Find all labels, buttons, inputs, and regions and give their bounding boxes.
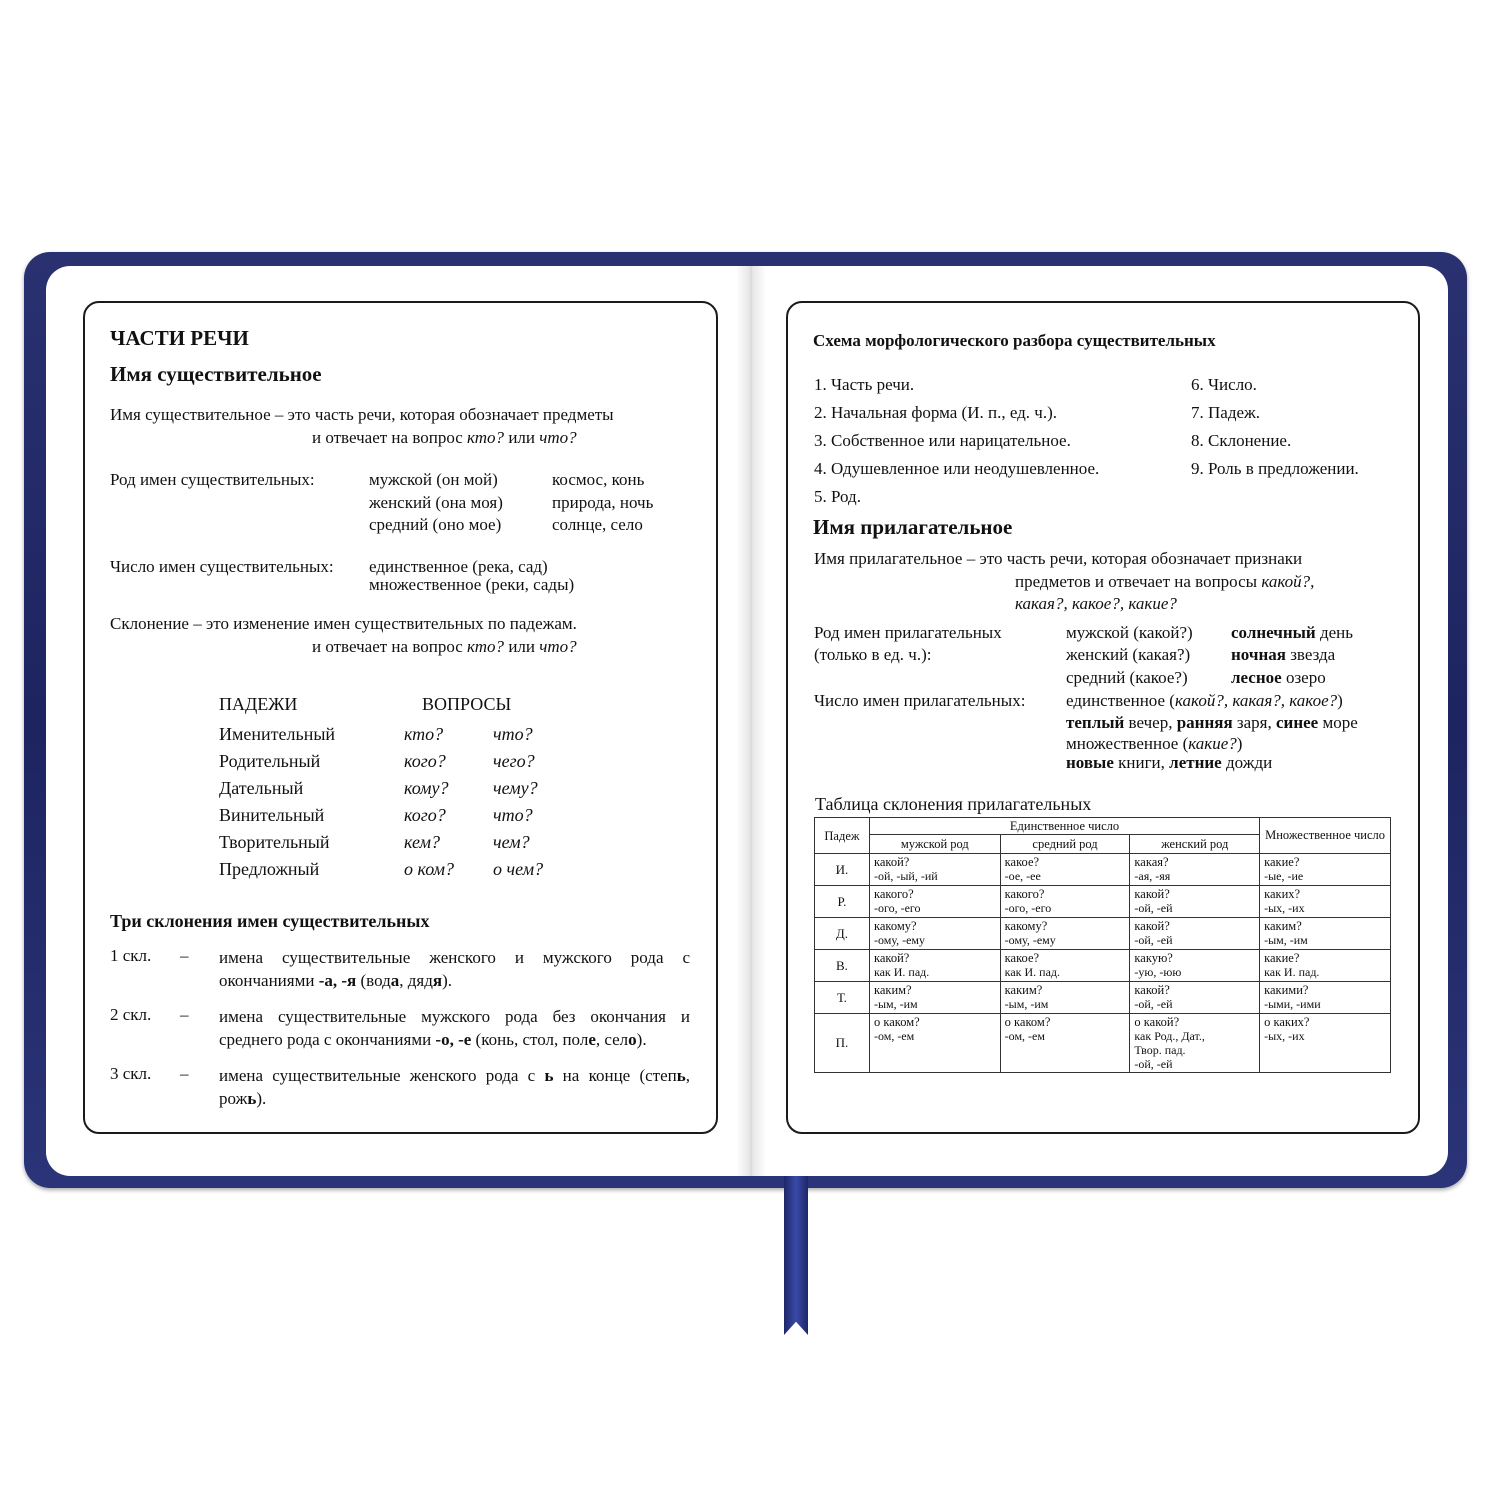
bookmark-ribbon [784,1170,808,1335]
table-cell-case: В. [815,950,870,982]
table-row [815,982,1391,1014]
adj-gender-n: средний (какое?) [1066,668,1188,687]
case-question-animate: кого? [404,805,446,825]
table-cell: каким? -ым, -им [1000,982,1130,1014]
scheme-item: 7. Падеж. [1191,403,1261,422]
case-question-animate: кому? [404,778,449,798]
scheme-item: 3. Собственное или нарицательное. [814,431,1071,450]
adjective-definition-line1: Имя прилагательное – это часть речи, которая обозначает признаки [814,549,1303,568]
adj-gender-m: мужской (какой?) [1066,623,1193,642]
table-cell: какой? -ой, -ей [1130,982,1260,1014]
table-cell-case: И. [815,854,870,886]
declension-label: 2 скл. [110,1005,152,1024]
case-question-inanimate: чему? [493,778,538,798]
table-header-neuter: средний род [1000,835,1130,854]
declension-definition-line2: и отвечает на вопрос кто? или что? [312,637,577,656]
adj-number-singular: единственное (какой?, какая?, какое?) [1066,691,1343,710]
table-cell: какой? -ой, -ей [1130,918,1260,950]
table-row [815,886,1391,918]
table-row [815,950,1391,982]
case-question-animate: кого? [404,751,446,771]
section-title-noun: Имя существительное [110,362,322,386]
table-cell: какого? -ого, -его [869,886,1000,918]
table-cell: о каких? -ых, -их [1260,1014,1391,1073]
declension-dash: – [180,946,189,965]
table-cell: какой? -ой, -ей [1130,886,1260,918]
adjective-definition-line2: предметов и отвечает на вопросы какой?, [1015,572,1315,591]
table-cell: о каком? -ом, -ем [1000,1014,1130,1073]
morph-scheme-title: Схема морфологического разбора существительных [813,331,1216,350]
adj-gender-f: женский (какая?) [1066,645,1191,664]
case-name: Творительный [219,832,330,852]
table-cell: какими? -ыми, -ими [1260,982,1391,1014]
noun-definition-line1: Имя существительное – это часть речи, которая обозначает предметы [110,405,614,424]
declension-definition-line1: Склонение – это изменение имен существительных по падежам. [110,614,577,633]
scheme-item: 6. Число. [1191,375,1257,394]
table-cell: какое? -ое, -ее [1000,854,1130,886]
noun-gender-n: средний (оно мое) [369,515,502,534]
questions-header: ВОПРОСЫ [422,694,512,714]
noun-number-singular: единственное (река, сад) [369,557,548,576]
table-cell-case: П. [815,1014,870,1073]
table-title: Таблица склонения прилагательных [815,794,1092,814]
case-question-animate: о ком? [404,859,455,879]
declension-2-text: имена существительные мужского рода без окончания и среднего рода с окончаниями -о, -е (конь, стол, поле, село). [219,1007,690,1049]
table-cell: какая? -ая, -яя [1130,854,1260,886]
noun-gender-f: женский (она моя) [369,493,503,512]
table-cell: какой? -ой, -ый, -ий [869,854,1000,886]
noun-definition-line2: и отвечает на вопрос кто? или что? [312,428,577,447]
table-header-feminine: женский род [1130,835,1260,854]
scheme-item: 1. Часть речи. [814,375,915,394]
table-header-masculine: мужской род [869,835,1000,854]
table-cell: о какой? как Род., Дат., Твор. пад. -ой, -ей [1130,1014,1260,1073]
table-row [815,1014,1391,1073]
adj-number-label: Число имен прилагательных: [814,691,1026,710]
case-name: Дательный [219,778,304,798]
scheme-item: 5. Род. [814,487,861,506]
table-cell: каким? -ым, -им [869,982,1000,1014]
table-cell: о каком? -ом, -ем [869,1014,1000,1073]
table-cell: какого? -ого, -его [1000,886,1130,918]
section-title-adjective: Имя прилагательное [813,515,1013,539]
declension-label: 1 скл. [110,946,152,965]
noun-gender-f-example: природа, ночь [552,493,654,512]
scheme-item: 8. Склонение. [1191,431,1292,450]
table-cell: каким? -ым, -им [1260,918,1391,950]
three-declensions-title: Три склонения имен существительных [110,911,430,931]
scheme-item: 9. Роль в предложении. [1191,459,1359,478]
case-question-animate: кто? [404,724,444,744]
noun-number-plural: множественное (реки, сады) [369,575,575,594]
table-cell-case: Д. [815,918,870,950]
noun-number-label: Число имен существительных: [110,557,334,576]
table-cell: какому? -ому, -ему [1000,918,1130,950]
case-question-animate: кем? [404,832,440,852]
adj-plural-examples: новые книги, летние дожди [1066,753,1273,772]
scheme-item: 4. Одушевленное или неодушевленное. [814,459,1100,478]
case-name: Винительный [219,805,325,825]
table-cell-case: Т. [815,982,870,1014]
noun-gender-n-example: солнце, село [552,515,643,534]
table-cell: какие? -ые, -ие [1260,854,1391,886]
case-question-inanimate: чем? [493,832,530,852]
table-cell: какому? -ому, -ему [869,918,1000,950]
table-cell: какие? как И. пад. [1260,950,1391,982]
table-header-case: Падеж [815,818,870,854]
table-row [815,854,1391,886]
adjective-definition-line3: какая?, какое?, какие? [1015,594,1177,613]
scheme-item: 2. Начальная форма (И. п., ед. ч.). [814,403,1057,422]
cases-header: ПАДЕЖИ [219,694,298,714]
table-row [815,918,1391,950]
table-header-singular: Единственное число [869,818,1259,835]
case-question-inanimate: что? [493,805,533,825]
case-question-inanimate: чего? [493,751,535,771]
declension-label: 3 скл. [110,1064,152,1083]
adj-singular-examples: теплый вечер, ранняя заря, синее море [1066,713,1358,732]
adjective-declension-table [814,817,1391,1073]
adj-number-plural: множественное (какие?) [1066,734,1243,753]
declension-dash: – [180,1005,189,1024]
page-title: ЧАСТИ РЕЧИ [110,326,249,350]
case-question-inanimate: что? [493,724,533,744]
noun-gender-label: Род имен существительных: [110,470,315,489]
table-cell-case: Р. [815,886,870,918]
adj-gender-label-note: (только в ед. ч.): [814,645,932,664]
adj-gender-label: Род имен прилагательных [814,623,1002,642]
adj-gender-f-example: ночная звезда [1231,645,1336,664]
case-name: Предложный [219,859,320,879]
declension-1-text: имена существительные женского и мужского рода с окончаниями -а, -я (вода, дядя). [219,948,690,990]
declension-dash: – [180,1064,189,1083]
noun-gender-m-example: космос, конь [552,470,645,489]
case-name: Именительный [219,724,336,744]
table-cell: какое? как И. пад. [1000,950,1130,982]
adj-gender-m-example: солнечный день [1231,623,1354,642]
table-cell: какой? как И. пад. [869,950,1000,982]
table-cell: каких? -ых, -их [1260,886,1391,918]
case-name: Родительный [219,751,321,771]
table-cell: какую? -ую, -юю [1130,950,1260,982]
adj-gender-n-example: лесное озеро [1231,668,1326,687]
case-question-inanimate: о чем? [493,859,544,879]
table-header-plural: Множественное число [1260,818,1391,854]
declension-3-text: имена существительные женского рода с ь на конце (степь, рожь). [219,1066,690,1108]
noun-gender-m: мужской (он мой) [369,470,498,489]
page-spine [736,266,766,1176]
